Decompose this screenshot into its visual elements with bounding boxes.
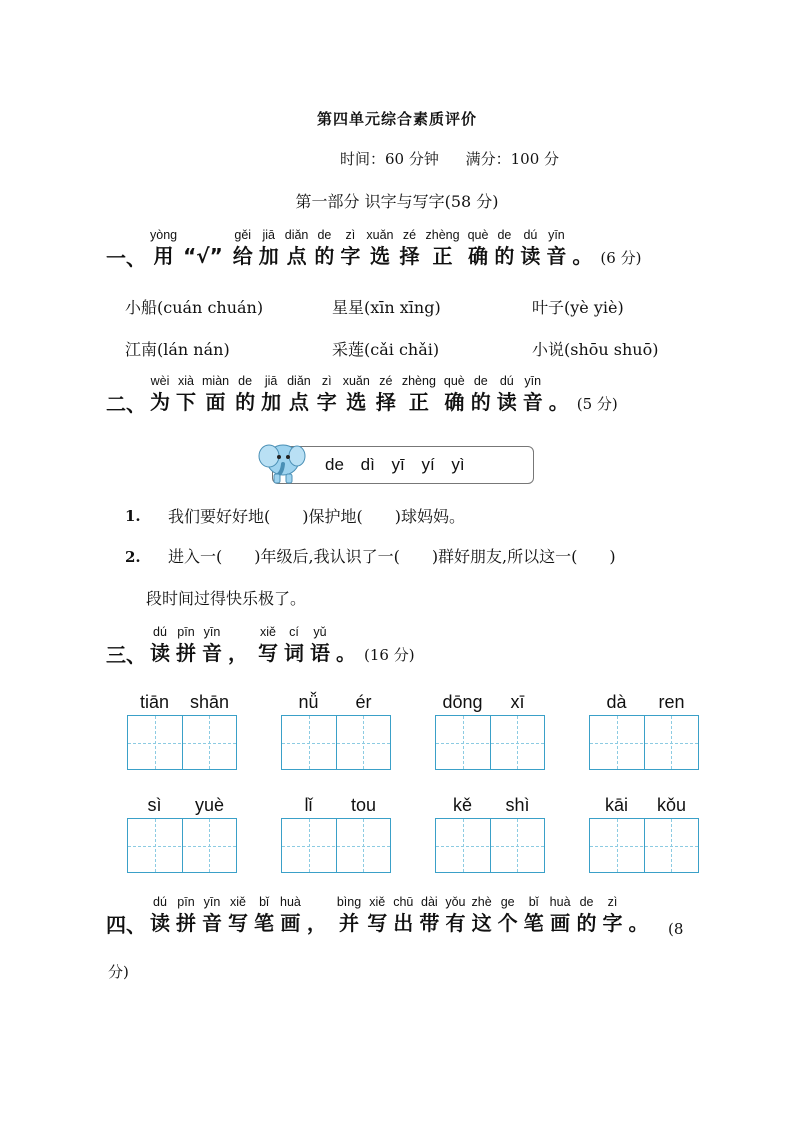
hanzi: 的 <box>470 390 491 414</box>
hanzi: 音 <box>202 641 222 665</box>
pinyin: wèi <box>150 374 170 388</box>
hanzi: 音 <box>202 911 222 935</box>
option-4: 江南(lán nán) <box>125 340 230 359</box>
hanzi: 有 <box>445 911 466 935</box>
pinyin-char <box>235 373 255 415</box>
grid-line <box>436 743 544 744</box>
hanzi: 笔 <box>254 911 274 935</box>
writing-box[interactable] <box>281 715 391 770</box>
hanzi: 面 <box>205 390 226 414</box>
exam-meta <box>340 148 581 169</box>
hanzi: 择 <box>399 244 420 268</box>
pinyin-char <box>176 373 196 415</box>
option-5: 采莲(cǎi chǎi) <box>332 340 440 359</box>
writing-box[interactable] <box>281 818 391 873</box>
pinyin: yīn <box>548 228 565 242</box>
section-2-heading <box>106 373 618 415</box>
hanzi: 的 <box>314 244 335 268</box>
pinyin: dú <box>153 895 167 909</box>
grid-line <box>436 846 544 847</box>
pinyin: dú <box>499 374 514 388</box>
pinyin-char <box>176 894 196 936</box>
grid-pinyin: nǚ <box>298 692 319 712</box>
pinyin-char <box>577 894 597 936</box>
hanzi: 画 <box>550 911 571 935</box>
pinyin: dú <box>153 625 167 639</box>
hanzi: 并 <box>339 911 360 935</box>
pinyin: jiā <box>264 374 278 388</box>
pinyin-char <box>259 227 279 269</box>
pinyin: xià <box>178 374 194 388</box>
pinyin: de <box>238 374 253 388</box>
hanzi: 加 <box>258 244 279 268</box>
writing-box[interactable] <box>435 818 545 873</box>
pinyin-char <box>497 373 517 415</box>
hanzi: 。 <box>572 244 593 268</box>
pinyin: jiā <box>262 228 275 242</box>
pinyin-char <box>524 894 544 936</box>
pinyin-char <box>468 227 489 269</box>
grid-pinyin: shì <box>505 795 530 815</box>
pinyin: zé <box>402 228 417 242</box>
hanzi: 音 <box>546 244 567 268</box>
hanzi: 的 <box>494 244 515 268</box>
pinyin: de <box>579 895 594 909</box>
pinyin-char <box>287 373 311 415</box>
grid-pinyin: ren <box>658 692 685 712</box>
pinyin-char <box>367 894 387 936</box>
grid-pinyin: tiān <box>139 692 170 712</box>
grid-pinyin: kě <box>452 795 472 815</box>
hanzi: 个 <box>497 911 518 935</box>
pinyin-char <box>366 227 393 269</box>
hanzi: 的 <box>235 390 256 414</box>
pinyin: zì <box>607 895 618 909</box>
hanzi: 写 <box>228 911 248 935</box>
pinyin-char <box>228 624 248 666</box>
hanzi: 拼 <box>176 911 196 935</box>
pinyin-char <box>550 894 571 936</box>
pinyin-char <box>471 373 491 415</box>
grid-pinyin: kāi <box>604 795 628 815</box>
grid-pinyin: sì <box>147 795 162 815</box>
pinyin-choices: de dì yī yí yì <box>325 455 465 474</box>
pinyin-char <box>472 894 492 936</box>
section-number: 三、 <box>106 643 146 667</box>
question-2-continued: 段时间过得快乐极了。 <box>146 589 307 608</box>
pinyin: diǎn <box>287 374 311 388</box>
hanzi: 读 <box>150 641 170 665</box>
question-1-number: 1. <box>125 507 141 525</box>
hanzi: 音 <box>522 390 543 414</box>
pinyin: què <box>467 228 489 242</box>
pinyin: gěi <box>234 228 252 242</box>
pinyin: xiě <box>260 625 276 639</box>
pinyin-char <box>280 894 301 936</box>
hanzi: 点 <box>288 390 309 414</box>
pinyin-char <box>254 894 274 936</box>
pinyin: pīn <box>177 625 195 639</box>
hanzi: 下 <box>176 390 196 414</box>
section-score: (6 分) <box>600 249 642 267</box>
hanzi: 拼 <box>176 641 196 665</box>
pinyin: cí <box>289 625 299 639</box>
section-4-score-cont: 分) <box>108 963 129 981</box>
pinyin: pīn <box>177 895 195 909</box>
section-score: (16 分) <box>364 646 415 664</box>
pinyin-char <box>228 894 248 936</box>
grid-line <box>128 846 236 847</box>
pinyin: bǐ <box>528 895 539 909</box>
hanzi: 语 <box>310 641 330 665</box>
pinyin: bǐ <box>259 895 269 909</box>
section-number: 一、 <box>106 246 146 270</box>
hanzi: 词 <box>284 641 304 665</box>
hanzi: 正 <box>408 390 429 414</box>
hanzi: 写 <box>258 641 278 665</box>
section-1-heading <box>106 227 641 269</box>
hanzi: 出 <box>393 911 414 935</box>
hanzi: 加 <box>261 390 282 414</box>
pinyin-char <box>343 373 370 415</box>
part-title: 第一部分 识字与写字(58 分) <box>295 192 499 211</box>
pinyin-char <box>285 227 309 269</box>
pinyin: zhè <box>471 895 492 909</box>
pinyin: yǒu <box>445 895 466 909</box>
hanzi: 笔 <box>523 911 544 935</box>
hanzi: 用 <box>153 244 174 268</box>
hanzi: 这 <box>471 911 492 935</box>
pinyin-char <box>284 624 304 666</box>
section-number: 二、 <box>106 392 146 416</box>
grid-pinyin: dōng <box>442 692 483 712</box>
hanzi: 。 <box>336 641 356 665</box>
pinyin: bìng <box>336 895 362 909</box>
pinyin-char <box>376 373 396 415</box>
grid-pinyin: shān <box>189 692 230 712</box>
pinyin-char <box>337 894 361 936</box>
grid-pinyin: xī <box>510 692 525 712</box>
pinyin: dài <box>421 895 438 909</box>
grid-pinyin: kǒu <box>656 795 687 815</box>
writing-box[interactable] <box>435 715 545 770</box>
writing-box[interactable] <box>589 818 699 873</box>
option-1: 小船(cuán chuán) <box>125 298 264 317</box>
pinyin: de <box>473 374 488 388</box>
hanzi: ， <box>228 641 248 665</box>
section-4-score: (8 <box>668 920 684 938</box>
pinyin-char <box>629 894 649 936</box>
hanzi: 。 <box>628 911 649 935</box>
pinyin-char <box>258 624 278 666</box>
pinyin-char <box>546 227 566 269</box>
pinyin: miàn <box>202 374 230 388</box>
hanzi: 读 <box>150 911 170 935</box>
pinyin: chū <box>393 895 414 909</box>
pinyin-char <box>520 227 540 269</box>
pinyin-char <box>393 894 413 936</box>
pinyin-char <box>336 624 356 666</box>
pinyin: de <box>317 228 332 242</box>
hanzi: 点 <box>286 244 307 268</box>
writing-box[interactable] <box>589 715 699 770</box>
page-title: 第四单元综合素质评价 <box>316 110 477 128</box>
hanzi: 择 <box>375 390 396 414</box>
pinyin-char <box>314 227 334 269</box>
hanzi: 字 <box>316 390 337 414</box>
pinyin-char <box>444 373 465 415</box>
pinyin-char <box>183 227 223 269</box>
question-2-number: 2. <box>125 548 141 566</box>
pinyin-char <box>310 624 330 666</box>
grid-pinyin: lǐ <box>304 795 313 815</box>
pinyin: zì <box>321 374 332 388</box>
pinyin-char <box>150 624 170 666</box>
pinyin-char <box>150 227 177 269</box>
pinyin-char <box>233 227 253 269</box>
grid-line <box>282 743 390 744</box>
hanzi: 画 <box>280 911 301 935</box>
pinyin-char <box>340 227 360 269</box>
pinyin-char <box>202 373 229 415</box>
pinyin: yīn <box>203 625 221 639</box>
pinyin: què <box>443 374 465 388</box>
pinyin-char <box>150 894 170 936</box>
grid-pinyin: yuè <box>194 795 225 815</box>
pinyin-char <box>176 624 196 666</box>
section-4-heading <box>106 894 655 936</box>
time-limit: 时间：60 分钟 <box>340 150 439 168</box>
grid-pinyin: dà <box>606 692 627 712</box>
pinyin: huà <box>280 895 301 909</box>
pinyin-char <box>150 373 170 415</box>
pinyin: dú <box>523 228 538 242</box>
pinyin-char <box>317 373 337 415</box>
option-2: 星星(xīn xīng) <box>332 298 441 317</box>
hanzi: 读 <box>496 390 517 414</box>
hanzi: 字 <box>602 911 623 935</box>
section-score: (5 分) <box>576 395 618 413</box>
hanzi: 给 <box>232 244 253 268</box>
pinyin-char <box>202 894 222 936</box>
pinyin: xiě <box>230 895 246 909</box>
pinyin-char <box>400 227 420 269</box>
pinyin: ge <box>500 895 515 909</box>
pinyin-char <box>498 894 518 936</box>
pinyin-char <box>419 894 439 936</box>
question-2: 进入一( )年级后,我认识了一( )群好朋友,所以这一( ) <box>168 547 616 566</box>
pinyin: yòng <box>150 228 178 242</box>
hanzi: 选 <box>346 390 367 414</box>
pinyin-char <box>494 227 514 269</box>
pinyin: zhèng <box>425 228 460 242</box>
hanzi: 读 <box>520 244 541 268</box>
elephant-icon <box>256 436 308 486</box>
hanzi: 选 <box>369 244 390 268</box>
hanzi: 为 <box>150 390 170 414</box>
pinyin-char <box>445 894 465 936</box>
hanzi: 的 <box>576 911 597 935</box>
writing-box[interactable] <box>127 715 237 770</box>
hanzi: 。 <box>548 390 569 414</box>
hanzi: 确 <box>467 244 488 268</box>
pinyin: yǔ <box>313 625 327 639</box>
hanzi: 正 <box>432 244 453 268</box>
grid-line <box>590 743 698 744</box>
pinyin-char <box>549 373 569 415</box>
hanzi: 写 <box>367 911 388 935</box>
pinyin: zì <box>345 228 356 242</box>
pinyin-char <box>426 227 460 269</box>
grid-line <box>590 846 698 847</box>
pinyin-char <box>202 624 222 666</box>
pinyin: huà <box>549 895 571 909</box>
question-1: 我们要好好地( )保护地( )球妈妈。 <box>168 507 465 526</box>
pinyin: yīn <box>203 895 221 909</box>
grid-line <box>282 846 390 847</box>
hanzi: “√” <box>183 244 223 268</box>
pinyin-char <box>523 373 543 415</box>
pinyin: xuǎn <box>342 374 370 388</box>
option-6: 小说(shōu shuō) <box>532 340 659 359</box>
pinyin: diǎn <box>284 228 309 242</box>
hanzi: 带 <box>419 911 440 935</box>
pinyin: yīn <box>524 374 542 388</box>
pinyin-char <box>307 894 327 936</box>
pinyin-char <box>261 373 281 415</box>
grid-line <box>128 743 236 744</box>
writing-box[interactable] <box>127 818 237 873</box>
hanzi: 字 <box>340 244 361 268</box>
pinyin: xiě <box>369 895 386 909</box>
pinyin: zhèng <box>401 374 436 388</box>
pinyin-char <box>572 227 592 269</box>
grid-pinyin: tou <box>350 795 377 815</box>
section-3-heading <box>106 624 415 666</box>
section-number: 四、 <box>106 913 146 937</box>
pinyin-char <box>603 894 623 936</box>
pinyin: de <box>497 228 512 242</box>
full-score: 满分：100 分 <box>465 150 560 168</box>
option-3: 叶子(yè yiè) <box>532 298 624 317</box>
pinyin-char <box>402 373 436 415</box>
pinyin: zé <box>379 374 393 388</box>
grid-pinyin: ér <box>355 692 372 712</box>
hanzi: 确 <box>444 390 465 414</box>
pinyin: xuǎn <box>366 228 394 242</box>
hanzi: ， <box>306 911 327 935</box>
